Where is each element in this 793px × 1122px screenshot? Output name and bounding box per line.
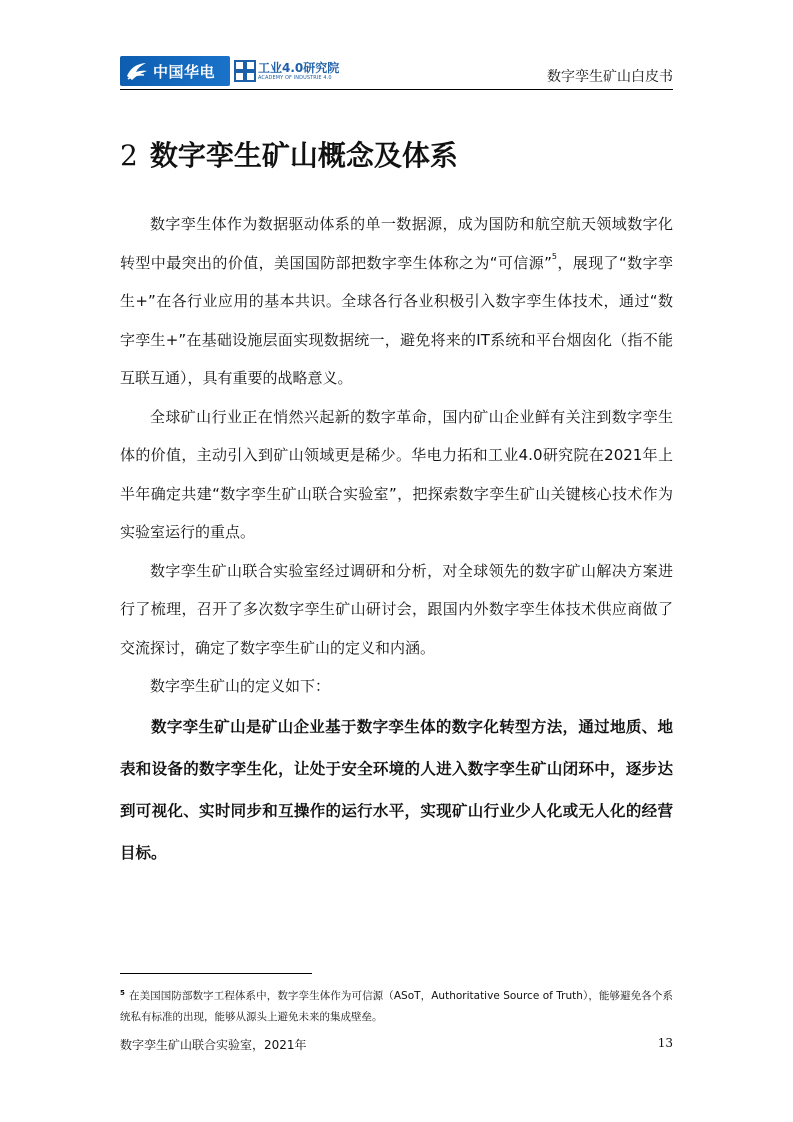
paragraph-4: 数字孪生矿山的定义如下： — [150, 677, 331, 695]
paragraph-1 — [120, 205, 673, 398]
footnote — [120, 986, 673, 1028]
header-divider — [120, 89, 673, 90]
industry40-logo-subtext: ACADEMY OF INDUSTRIE 4.0 — [258, 74, 332, 81]
china-huadian-logo — [120, 56, 230, 86]
footer-credit: 数字孪生矿山联合实验室，2021年 — [120, 1038, 307, 1052]
page-number: 13 — [657, 1036, 673, 1050]
chapter-number: 2 — [120, 139, 138, 172]
paragraph-2: 全球矿山行业正在悄然兴起新的数字革命，国内矿山企业鲜有关注到数字孪生体的价值，主动引入到矿山领域更是稀少。华电力拓和工业4.0研究院在2021年上半年确定共建“数字孪生矿山联合实验室”，把探索数字孪生矿山关键核心技术作为实验室运行的重点。 — [120, 407, 673, 541]
industry40-logo-text: 工业4.0研究院 — [258, 60, 340, 75]
page-header — [120, 52, 673, 90]
huadian-logo-text: 中国华电 — [153, 62, 216, 81]
industry40-emblem-icon — [234, 59, 256, 83]
definition-paragraph: 数字孪生矿山是矿山企业基于数字孪生体的数字化转型方法，通过地质、地表和设备的数字孪生化，让处于安全环境的人进入数字孪生矿山闭环中，逐步达到可视化、实时同步和互操作的运行水平，实现矿山行业少人化或无人化的经营目标。 — [120, 717, 673, 862]
paragraph-1-text-cont: ，展现了“数字孪生+”在各行业应用的基本共识。全球各行各业积极引入数字孪生体技术，通过“数字孪生+”在基础设施层面实现数据统一，避免将来的IT系统和平台烟囱化（指不能互联互通），具有重要的战略意义。 — [120, 253, 673, 387]
footnote-marker: 5 — [120, 989, 125, 997]
industry40-logo — [234, 56, 339, 86]
chapter-heading — [120, 134, 458, 174]
paragraph-3: 数字孪生矿山联合实验室经过调研和分析，对全球领先的数字矿山解决方案进行了梳理，召开了多次数字孪生矿山研讨会，跟国内外数字孪生体技术供应商做了交流探讨，确定了数字孪生矿山的定义和内涵。 — [120, 561, 673, 657]
footnote-divider — [120, 973, 312, 974]
chapter-title: 数字孪生矿山概念及体系 — [149, 139, 458, 172]
huadian-emblem-icon — [124, 58, 150, 84]
paragraph-1-text: 数字孪生体作为数据驱动体系的单一数据源，成为国防和航空航天领域数字化转型中最突出的价值，美国国防部把数字孪生体称之为“可信源” — [120, 215, 673, 272]
footnote-reference[interactable]: 5 — [551, 251, 557, 261]
body-text — [120, 205, 673, 874]
footnote-text: 在美国国防部数字工程体系中，数字孪生体作为可信源（ASoT，Authoritative Source of Truth），能够避免各个系统私有标准的出现，能够从源头上避免未来的集成壁垒。 — [120, 990, 673, 1023]
document-title: 数字孪生矿山白皮书 — [547, 69, 673, 85]
